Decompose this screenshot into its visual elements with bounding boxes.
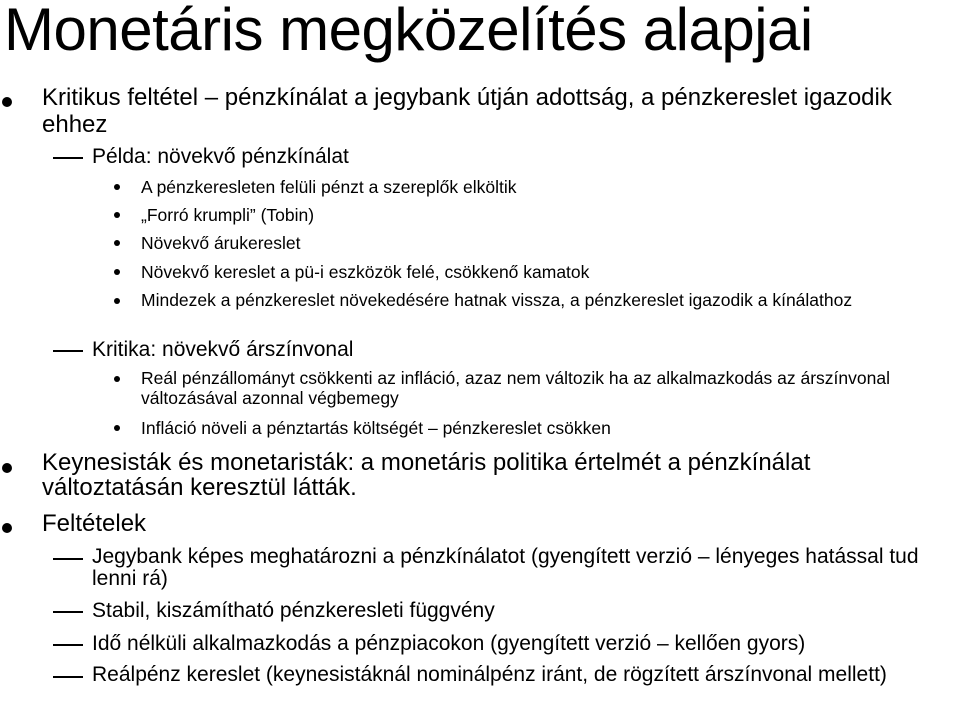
bullet-text: Növekvő árukereslet [141,233,301,253]
dash-icon [53,558,83,560]
bullet-dot-icon [114,212,120,218]
dash-icon [53,676,83,678]
bullet-dot-icon [114,376,120,382]
sub-bullet-real-penzallomany [0,368,960,408]
bullet-text: Reálpénz kereslet (keynesistáknál nominálpénz iránt, de rögzített árszínvonal mellett) [92,663,887,686]
bullet-text: Kritikus feltétel – pénzkínálat a jegybank útján adottság, a pénzkereslet igazodik ehhez [42,84,892,138]
bullet-dot-icon [114,425,120,431]
bullet-text: Keynesisták és monetaristák: a monetáris politika értelmét a pénzkínálat változtatásán keresztül látták. [42,449,811,501]
bullet-text: „Forró krumpli” (Tobin) [141,205,315,225]
slide-title: Monetáris megközelítés alapjai [4,0,813,63]
bullet-kritikus-feltetel [0,84,960,138]
bullet-text: Feltételek [42,510,147,537]
sub-bullet-arukereslet [0,232,960,254]
bullet-dot-icon [114,240,120,246]
dash-icon [53,644,83,646]
bullet-text: Idő nélküli alkalmazkodás a pénzpiacokon (gyengített verzió – kellően gyors) [92,632,806,655]
bullet-realpenz [0,664,960,686]
bullet-dot-icon [2,97,12,107]
dash-icon [53,611,83,613]
dash-icon [53,157,83,159]
bullet-jegybank [0,546,960,590]
sub-bullet-kamatok [0,261,960,283]
bullet-text: Növekvő kereslet a pü-i eszközök felé, csökkenő kamatok [141,262,590,282]
bullet-text: Mindezek a pénzkereslet növekedésére hatnak vissza, a pénzkereslet igazodik a kínálathoz [141,290,853,310]
bullet-text: Infláció növeli a pénztartás költségét – pénzkereslet csökken [141,418,611,438]
bullet-text: A pénzkeresleten felüli pénzt a szereplők elköltik [141,177,517,197]
bullet-dot-icon [2,523,12,533]
sub-bullet-penzkereslet [0,176,960,198]
bullet-dot-icon [2,463,12,473]
bullet-text: Reál pénzállományt csökkenti az infláció, azaz nem változik ha az alkalmazkodás az árszínvonal változásával azonnal végbemegy [141,368,890,408]
dash-icon [53,350,83,352]
sub-bullet-inflacio [0,417,960,439]
bullet-text: Kritika: növekvő árszínvonal [92,338,354,361]
bullet-ido-nelkuli [0,631,960,657]
bullet-dot-icon [114,184,120,190]
bullet-dot-icon [114,298,120,304]
bullet-keynesistak [0,450,960,500]
bullet-stabil [0,598,960,624]
bullet-dot-icon [114,269,120,275]
sub-bullet-mindezek [0,290,960,310]
bullet-pelda [0,144,960,170]
sub-bullet-forro-krumpli [0,204,960,226]
bullet-feltetelek [0,510,960,537]
bullet-text: Stabil, kiszámítható pénzkeresleti függvény [92,599,495,622]
bullet-kritika [0,337,960,363]
bullet-text: Példa: növekvő pénzkínálat [92,145,349,168]
bullet-text: Jegybank képes meghatározni a pénzkínálatot (gyengített verzió – lényeges hatással tud lenni rá) [92,545,919,590]
